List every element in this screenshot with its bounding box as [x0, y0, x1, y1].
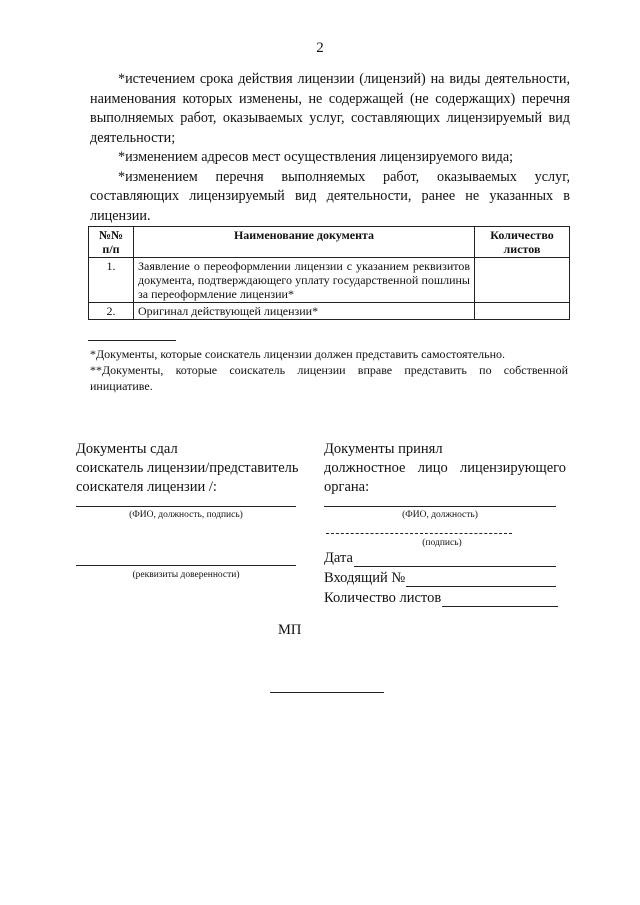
footnote-1: *Документы, которые соискатель лицензии должен представить самостоятельно. — [90, 347, 506, 361]
paragraph-3: *изменением перечня выполняемых работ, оказываемых услуг, составляющих лицензируемый вид деятельности, ранее не указанных в лицензии. — [90, 168, 570, 224]
sheets-count-field — [324, 590, 558, 607]
sheets-line — [442, 591, 558, 607]
row-num: 1. — [89, 258, 134, 303]
submitter-line-3: соискателя лицензии /: — [76, 479, 217, 495]
power-of-attorney-line — [76, 565, 296, 566]
receiver-sign-caption: (подпись) — [422, 538, 462, 548]
receiver-line-3: органа: — [324, 479, 370, 495]
row-name: Оригинал действующей лицензии* — [134, 303, 475, 320]
submitter-line-2: соискатель лицензии/представитель — [76, 460, 299, 476]
date-line — [354, 551, 556, 567]
documents-table — [88, 226, 570, 320]
receiver-fio-line — [324, 506, 556, 507]
footnotes — [90, 346, 568, 394]
header-name: Наименование документа — [134, 227, 475, 258]
incoming-line — [406, 571, 556, 587]
table-header-row — [89, 227, 570, 258]
footnote-rule — [88, 340, 176, 341]
end-rule — [270, 692, 384, 693]
row-num: 2. — [89, 303, 134, 320]
receiver-line-1: Документы принял — [324, 441, 443, 457]
table-row — [89, 258, 570, 303]
receiver-block — [324, 440, 566, 497]
date-field — [324, 550, 556, 567]
paragraph-1: *истечением срока действия лицензии (лицензий) на виды деятельности, наименования которых изменены, не содержащей (не содержащих) перечня выполняемых работ, оказываемых услуг, составляющих лицензируемый вид деятельности; — [90, 71, 570, 146]
body-text — [90, 70, 570, 226]
row-sheets — [475, 258, 570, 303]
header-sheets: Количество листов — [475, 227, 570, 258]
row-sheets — [475, 303, 570, 320]
incoming-label: Входящий № — [324, 570, 406, 586]
incoming-number-field — [324, 570, 556, 587]
page-number: 2 — [316, 40, 324, 56]
table-row — [89, 303, 570, 320]
header-num: №№ п/п — [89, 227, 134, 258]
receiver-fio-caption: (ФИО, должность) — [402, 510, 478, 520]
receiver-line-2: должностное лицо лицензирующего — [324, 460, 566, 476]
date-label: Дата — [324, 550, 353, 566]
paragraph-2: *изменением адресов мест осуществления лицензируемого вида; — [118, 149, 514, 165]
row-name: Заявление о переоформлении лицензии с указанием реквизитов документа, подтверждающего уплату государственной пошлины за переоформление лицензии* — [134, 258, 475, 303]
receiver-sign-line — [326, 533, 512, 534]
submitter-fio-caption: (ФИО, должность, подпись) — [129, 510, 243, 520]
submitter-fio-line — [76, 506, 296, 507]
footnote-2: **Документы, которые соискатель лицензии вправе представить по собственной инициативе. — [90, 363, 568, 393]
submitter-line-1: Документы сдал — [76, 441, 178, 457]
stamp-label: МП — [278, 622, 302, 638]
sheets-label: Количество листов — [324, 590, 442, 606]
power-of-attorney-caption: (реквизиты доверенности) — [132, 570, 240, 580]
submitter-block — [76, 440, 298, 497]
